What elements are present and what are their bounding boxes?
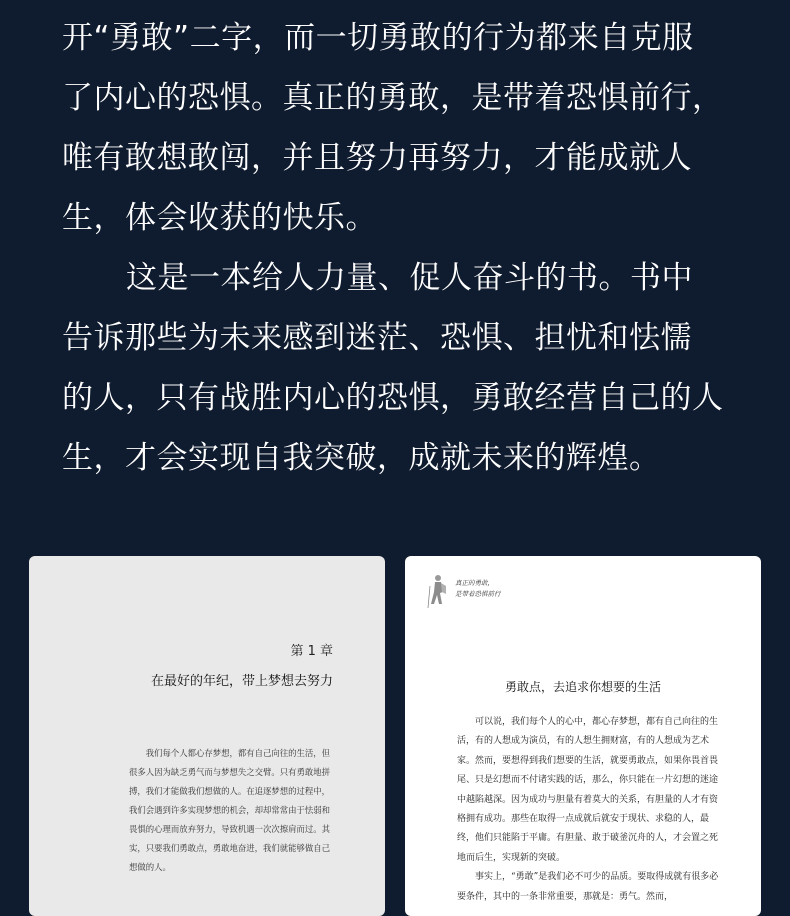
body-paragraph: 事实上，“勇敢”是我们必不可少的品质。要取得成就有很多必要条件，其中的一条非常重要，那就是：勇气。然而， <box>457 872 719 902</box>
body-paragraph: 可以说，我们每个人的心中，都心存梦想，都有自己向往的生活，有的人想成为演员，有的人想生拥财富，有的人想成为艺术家。然而，要想得到我们想要的生活，就要勇敢点，如果你畏首畏尾、只是幻想而不付诸实践的话，那么，你只能在一片幻想的迷途中越陷越深。因为成功与胆量有着莫大的关系，有胆量的人才有资格拥有成功。那些在取得一点成就后就安于现状、求稳的人，最终，他们只能陷于平庸。有胆量、敢于破釜沉舟的人，才会置之死地而后生，实现新的突破。 <box>457 717 719 863</box>
intro-line: 这是一本给人力量、促人奋斗的书。书中 <box>126 260 693 296</box>
section-body <box>457 713 723 907</box>
intro-line: 了内心的恐惧。真正的勇敢，是带着恐惧前行， <box>62 80 724 116</box>
chapter-number: 第 1 章 <box>290 644 333 659</box>
intro-paragraph-1 <box>62 8 762 248</box>
epigraph <box>455 578 501 600</box>
chapter-intro-paragraph: 我们每个人都心存梦想，都有自己向往的生活，但很多人因为缺乏勇气而与梦想失之交臂。只有勇敢地拼搏，我们才能做我们想做的人。在追逐梦想的过程中，我们会遇到许多实现梦想的机会，却却常常由于怯弱和畏惧的心理而放弃努力，导致机遇一次次擦肩而过。其实，只要我们勇敢点，勇敢地奋进，我们就能够做自己想做的人。 <box>129 748 331 872</box>
epigraph-line: 是带着恐惧前行 <box>455 590 501 598</box>
book-page-left <box>29 556 385 916</box>
intro-paragraph-2 <box>62 248 762 488</box>
intro-line: 生，体会收获的快乐。 <box>62 200 377 236</box>
intro-line: 生，才会实现自我突破，成就未来的辉煌。 <box>62 440 661 476</box>
intro-line: 唯有敢想敢闯，并且努力再努力，才能成就人 <box>62 140 692 176</box>
intro-text <box>62 8 762 488</box>
book-page-right <box>405 556 761 916</box>
chapter-title: 在最好的年纪，带上梦想去努力 <box>150 674 333 689</box>
intro-line: 的人，只有战胜内心的恐惧，勇敢经营自己的人 <box>62 380 724 416</box>
intro-line: 开“勇敢”二字，而一切勇敢的行为都来自克服 <box>62 20 694 56</box>
intro-line: 告诉那些为未来感到迷茫、恐惧、担忧和怯懦 <box>62 320 692 356</box>
hiker-icon <box>425 574 451 610</box>
section-heading: 勇敢点，去追求你想要的生活 <box>504 680 661 694</box>
epigraph-line: 真正的勇敢， <box>455 579 494 587</box>
chapter-intro-text <box>129 744 335 877</box>
